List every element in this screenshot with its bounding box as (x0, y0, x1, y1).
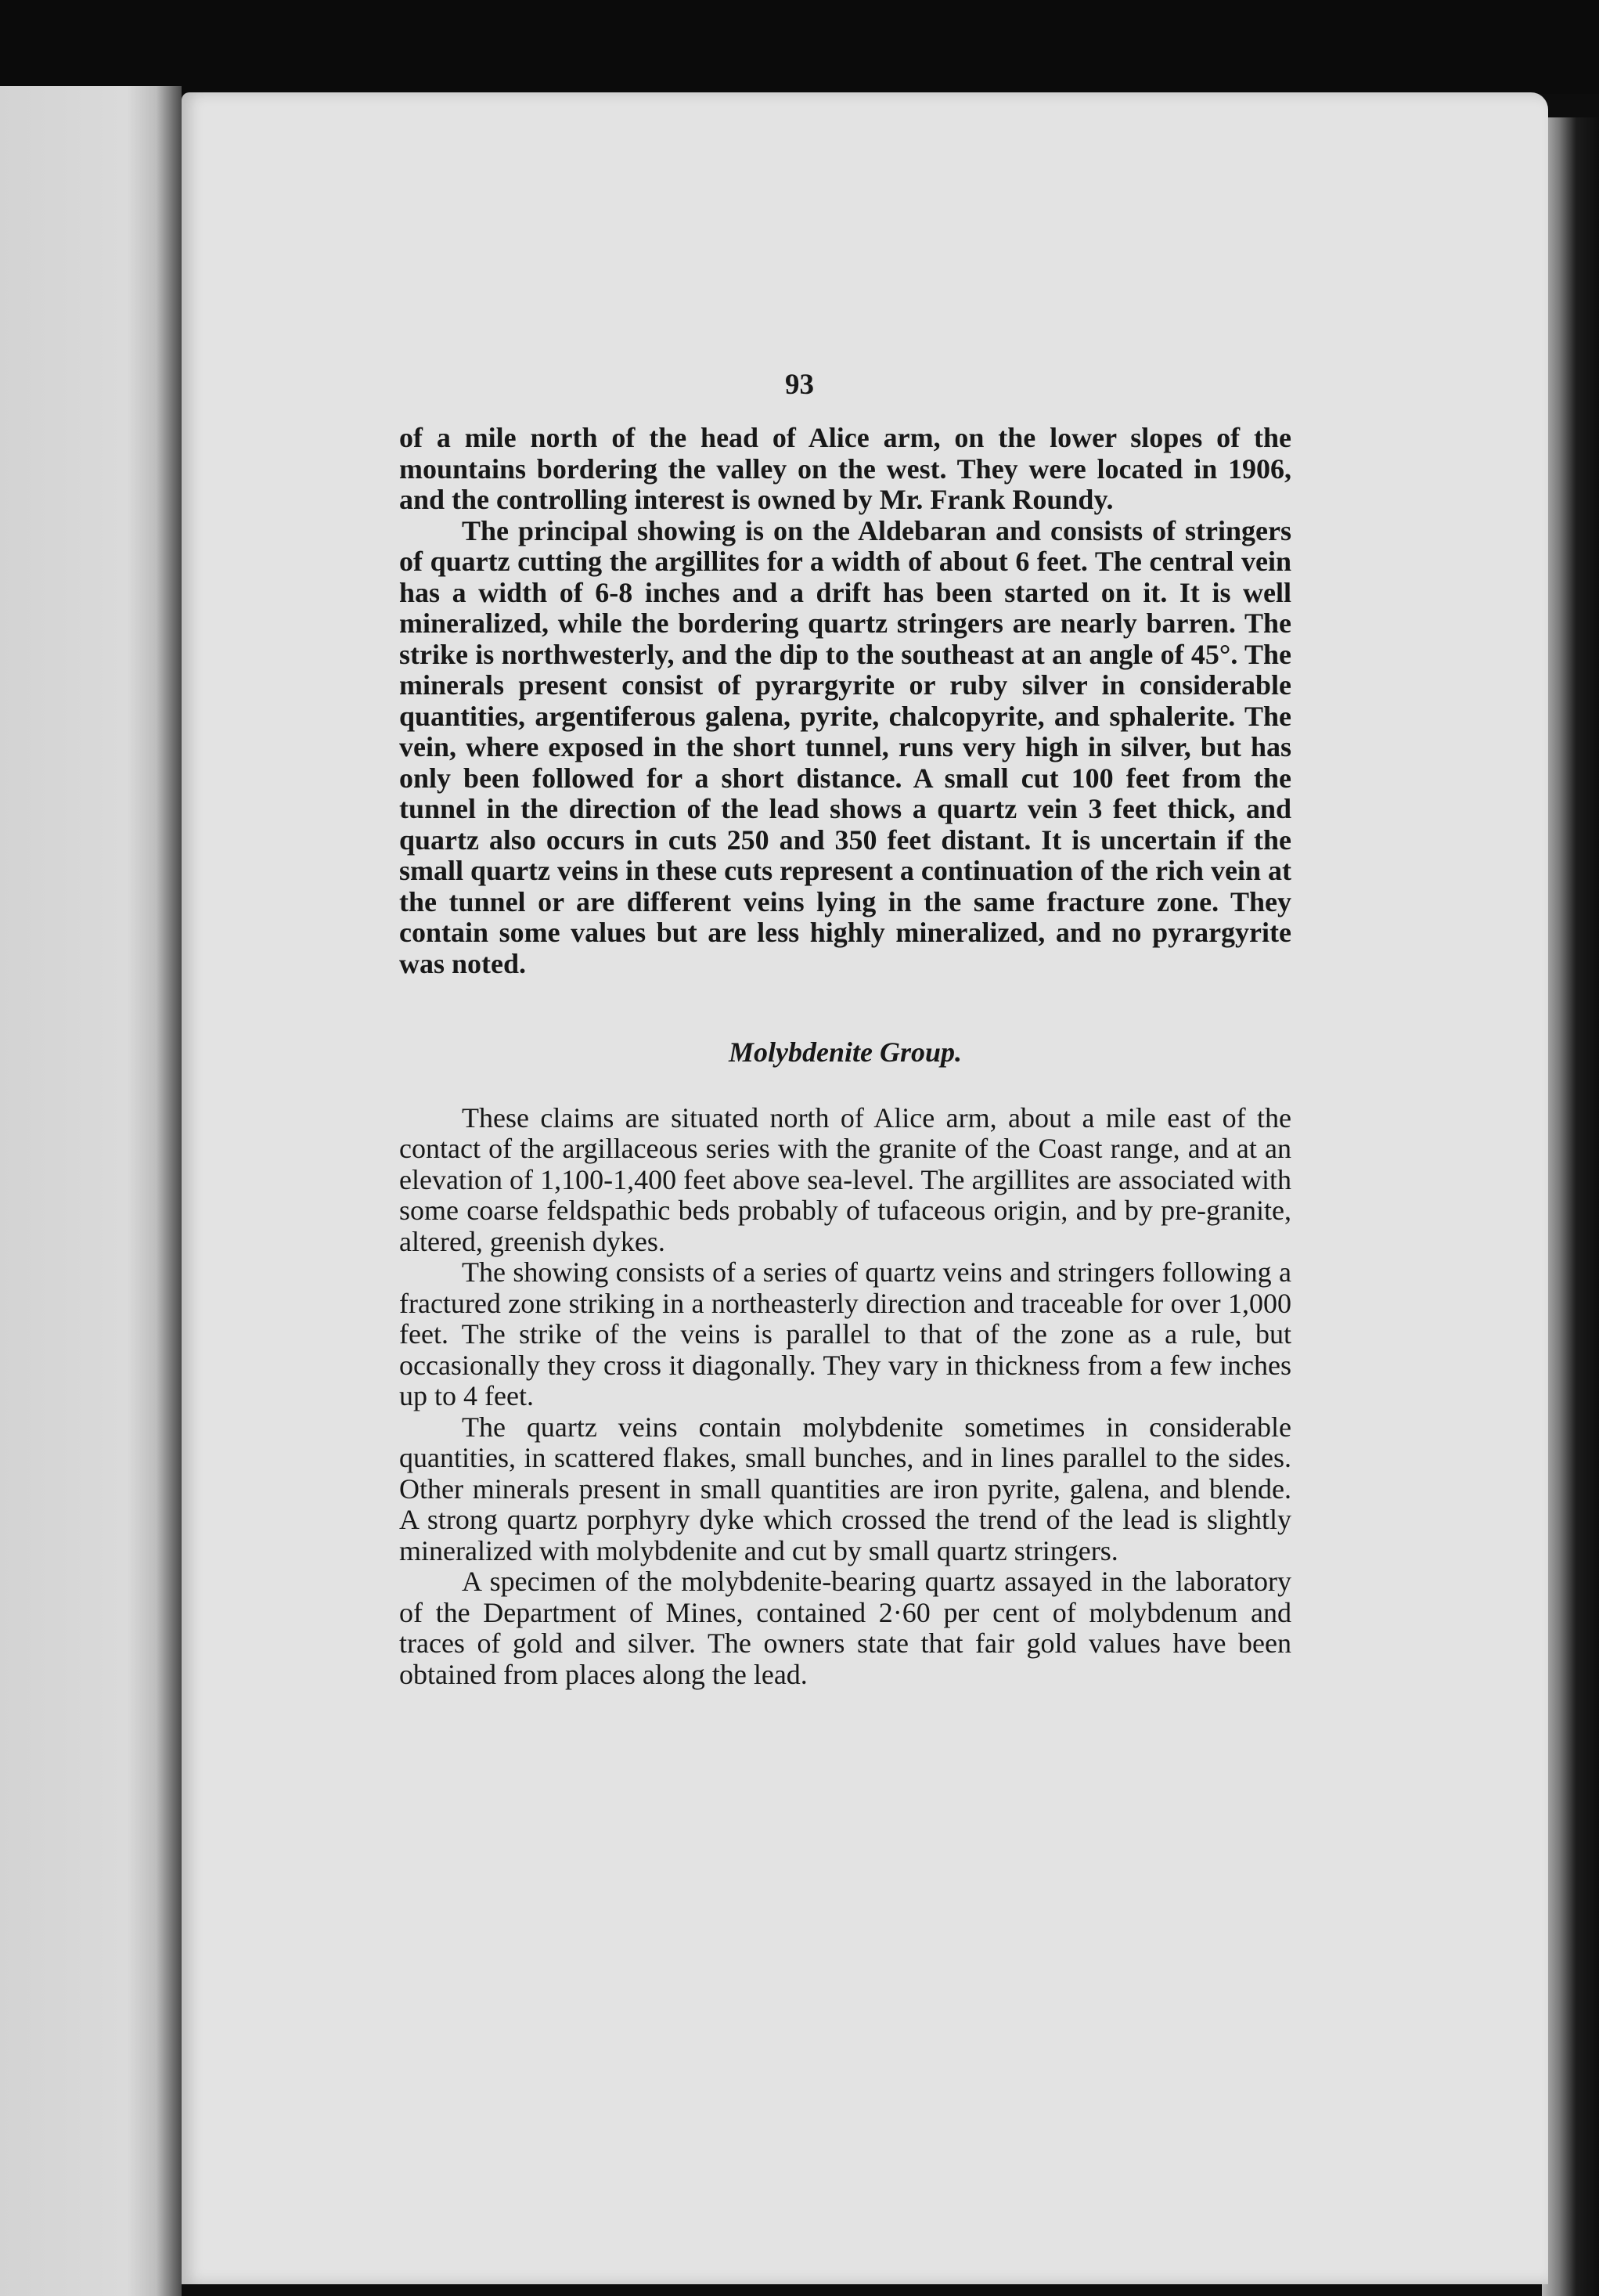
facing-page-edge (0, 86, 182, 2296)
paragraph-showing: The showing consists of a series of quartz veins and stringers following a fractured zone striking in a northeasterly direction and traceable for over 1,000 feet. The strike of the veins is parallel to that of the zone as a rule, but occasionally they cross it diagonally. They vary in thickness from a few inches up to 4 feet. (399, 1256, 1291, 1411)
body-text (399, 423, 1291, 1690)
paragraph-continuation: of a mile north of the head of Alice arm, on the lower slopes of the mountains bordering the valley on the west. They were located in 1906, and the controlling interest is owned by Mr. Frank Roundy. (399, 422, 1291, 515)
paragraph-quartz-veins: The quartz veins contain molybdenite sometimes in considerable quantities, in scattered flakes, small bunches, and in lines parallel to the sides. Other minerals present in small quantities are iron pyrite, galena, and blende. A strong quartz porphyry dyke which crossed the trend of the lead is slightly mineralized with molybdenite and cut by small quartz stringers. (399, 1411, 1291, 1566)
paragraph-specimen: A specimen of the molybdenite-bearing quartz assayed in the laboratory of the Department of Mines, contained 2·60 per cent of molybdenum and traces of gold and silver. The owners state that fair gold values have been obtained from places along the lead. (399, 1566, 1291, 1690)
scan-background-top (0, 0, 1599, 94)
page-number: 93 (785, 369, 814, 401)
paragraph-claims-location: These claims are situated north of Alice arm, about a mile east of the contact of the argillaceous series with the granite of the Coast range, and at an elevation of 1,100-1,400 feet above sea-level. The argillites are associated with some coarse feldspathic beds probably of tufaceous origin, and by pre-granite, altered, greenish dykes. (399, 1101, 1291, 1257)
paragraph-principal-showing: The principal showing is on the Aldebaran and consists of stringers of quartz cutting the argillites for a width of about 6 feet. The central vein has a width of 6-8 inches and a drift has been started on it. It is well mineralized, while the bordering quartz stringers are nearly barren. The strike is northwesterly, and the dip to the southeast at an angle of 45°. The minerals present consist of pyrargyrite or ruby silver in considerable quantities, argentiferous galena, pyrite, chalcopyrite, and sphalerite. The vein, where exposed in the short tunnel, runs very high in silver, but has only been followed for a short distance. A small cut 100 feet from the tunnel in the direction of the lead shows a quartz vein 3 feet thick, and quartz also occurs in cuts 250 and 350 feet distant. It is uncertain if the small quartz veins in these cuts represent a continuation of the rich vein at the tunnel or are different veins lying in the same fracture zone. They contain some values but are less highly mineralized, and no pyrargyrite was noted. (399, 514, 1291, 979)
page-right-edge (1542, 117, 1599, 2296)
section-heading: Molybdenite Group. (728, 1036, 962, 1068)
